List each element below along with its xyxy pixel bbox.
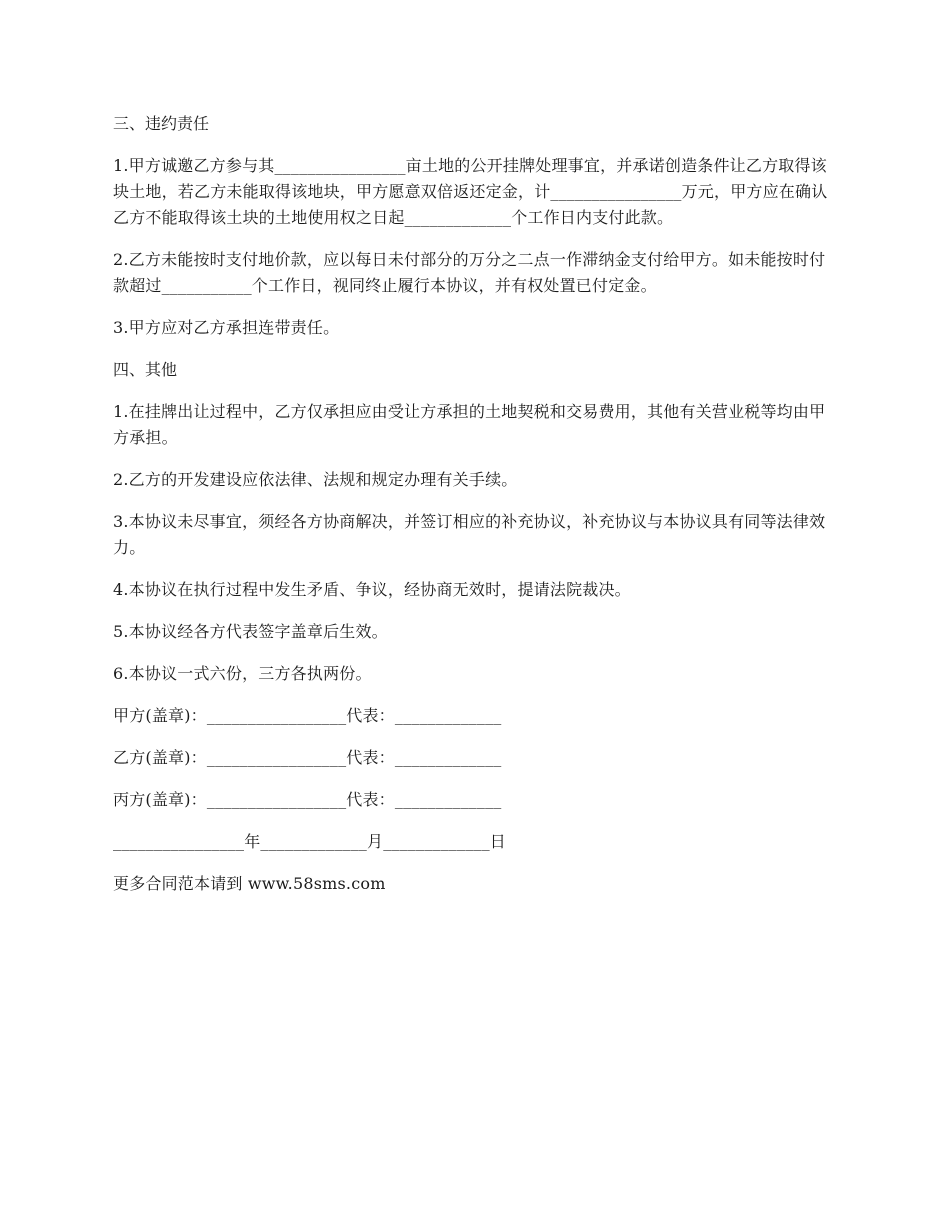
clause-other-5: 5.本协议经各方代表签字盖章后生效。 xyxy=(113,622,388,641)
clause-other-6: 6.本协议一式六份，三方各执两份。 xyxy=(113,664,372,683)
clause-other-1: 1.在挂牌出让过程中，乙方仅承担应由受让方承担的土地契税和交易费用，其他有关营业税等均由甲方承担。 xyxy=(113,402,826,447)
signature-party-a: 甲方(盖章)：_________________代表：_____________ xyxy=(113,706,502,725)
clause-other-2: 2.乙方的开发建设应依法律、法规和规定办理有关手续。 xyxy=(113,470,518,489)
footer-note: 更多合同范本请到 www.58sms.com xyxy=(113,874,386,893)
section-heading-other: 四、其他 xyxy=(113,360,178,379)
document-page xyxy=(113,111,839,913)
date-line: ________________年_____________月_____________日 xyxy=(113,832,506,851)
clause-breach-1: 1.甲方诚邀乙方参与其________________亩土地的公开挂牌处理事宜，并承诺创造条件让乙方取得该块土地，若乙方未能取得该地块，甲方愿意双倍返还定金，计________________万元，甲方应在确认乙方不能取得该土块的土地使用权之日起_____________个工作日内支付此款。 xyxy=(113,156,828,227)
signature-party-c: 丙方(盖章)：_________________代表：_____________ xyxy=(113,790,502,809)
clause-breach-2: 2.乙方未能按时支付地价款，应以每日未付部分的万分之二点一作滞纳金支付给甲方。如未能按时付款超过___________个工作日，视同终止履行本协议，并有权处置已付定金。 xyxy=(113,250,826,295)
clause-other-3: 3.本协议未尽事宜，须经各方协商解决，并签订相应的补充协议，补充协议与本协议具有同等法律效力。 xyxy=(113,512,826,557)
clause-breach-3: 3.甲方应对乙方承担连带责任。 xyxy=(113,318,340,337)
signature-party-b: 乙方(盖章)：_________________代表：_____________ xyxy=(113,748,502,767)
clause-other-4: 4.本协议在执行过程中发生矛盾、争议，经协商无效时，提请法院裁决。 xyxy=(113,580,631,599)
section-heading-breach: 三、违约责任 xyxy=(113,114,210,133)
